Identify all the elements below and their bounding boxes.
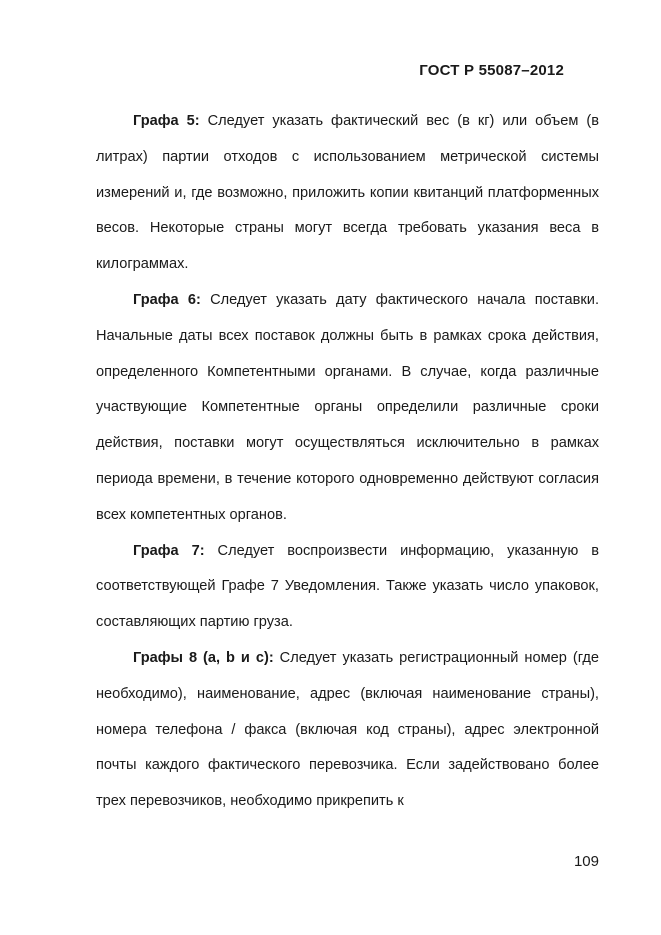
paragraph-text: Следует воспроизвести информацию, указанную в соответствующей Графе 7 Уведомления. Также указать число упаковок, составляющих партию груза. — [96, 542, 599, 631]
paragraph-text: Следует указать регистрационный номер (где необходимо), наименование, адрес (включая наименование страны), номера телефона / факса (включая код страны), адрес электронной почты каждого фактического перевозчика. Если задействовано более трех перевозчиков, необходимо прикрепить к — [96, 649, 599, 810]
paragraph-graph-5 — [96, 104, 599, 283]
document-body — [96, 104, 599, 820]
paragraph-label: Графы 8 (a, b и c): — [133, 649, 274, 666]
paragraph-graph-8 — [96, 641, 599, 820]
paragraph-label: Графа 5: — [133, 113, 200, 129]
page-number: 109 — [573, 853, 599, 870]
standard-number: ГОСТ Р 55087–2012 — [419, 62, 564, 79]
paragraph-text: Следует указать дату фактического начала поставки. Начальные даты всех поставок должны быть в рамках срока действия, определенного Компетентными органами. В случае, когда различные участвующие Компетентные органы определили различные сроки действия, поставки могут осуществляться исключительно в рамках периода времени, в течение которого одновременно действуют согласия всех компетентных органов. — [96, 291, 599, 523]
paragraph-graph-6 — [96, 283, 599, 534]
paragraph-label: Графа 6: — [133, 291, 201, 308]
document-header — [419, 62, 564, 79]
paragraph-text: Следует указать фактический вес (в кг) или объем (в литрах) партии отходов с использованием метрической системы измерений и, где возможно, приложить копии квитанций платформенных весов. Некоторые страны могут всегда требовать указания веса в килограммах. — [96, 113, 599, 273]
paragraph-label: Графа 7: — [133, 542, 205, 559]
paragraph-graph-7 — [96, 534, 599, 641]
